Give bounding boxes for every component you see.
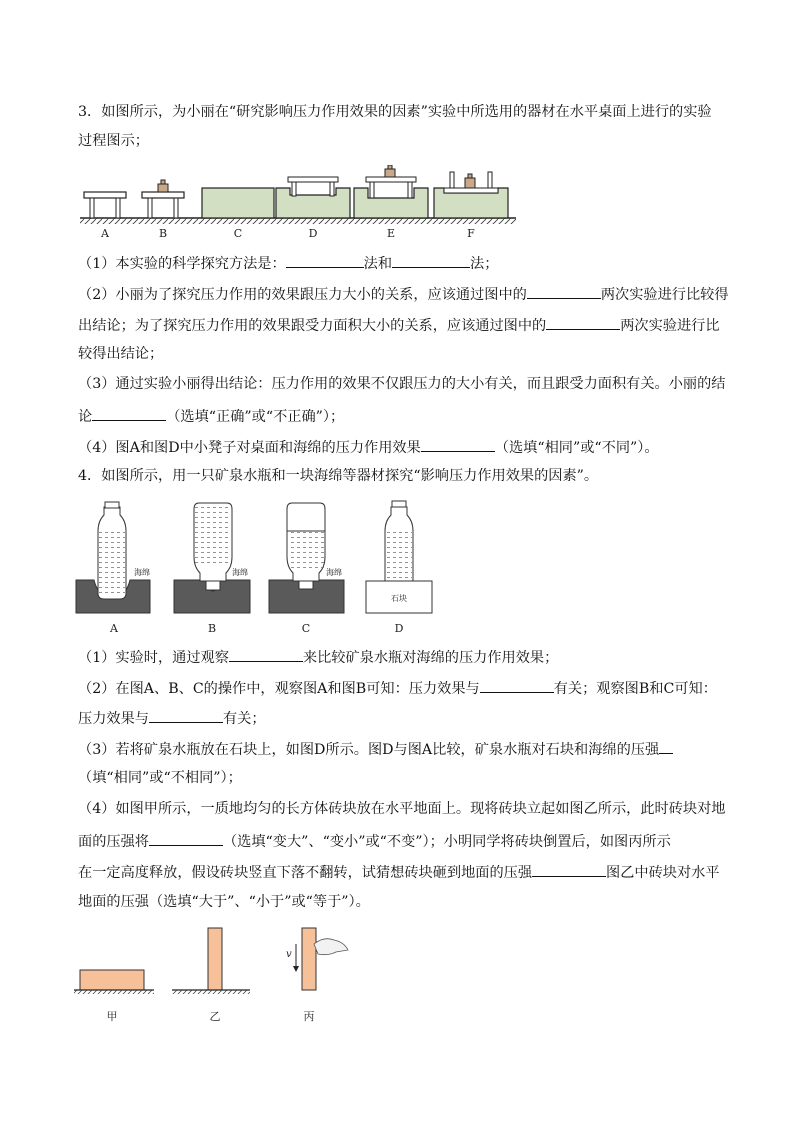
fig3-label-f: F — [467, 227, 475, 240]
q3-part3-line1: （3）通过实验小丽得出结论：压力作用的效果不仅跟压力的大小有关，而且跟受力面积有关。小丽的结 — [78, 376, 726, 392]
stone-label: 石块 — [391, 594, 407, 603]
q4-part2-line1 — [78, 677, 717, 699]
arrow-down-icon — [293, 966, 299, 972]
answer-blank[interactable] — [480, 677, 554, 693]
brick-label-bing: 丙 — [303, 1010, 315, 1023]
q3-intro-line2: 过程图示； — [78, 133, 149, 149]
brick-label-yi: 乙 — [209, 1010, 221, 1023]
q4-part3-line1 — [78, 738, 673, 760]
fig3-label-a: A — [101, 227, 109, 240]
answer-blank[interactable] — [149, 830, 223, 846]
answer-blank[interactable] — [392, 252, 470, 268]
brick-label-jia: 甲 — [106, 1010, 118, 1023]
q3-part1-text-a: （1）本实验的科学探究方法是： — [78, 256, 286, 272]
q3-part2-text-d: 两次实验进行比 — [620, 318, 720, 334]
q4-part2-text-c: 压力效果与 — [78, 711, 149, 727]
fig3-label-e: E — [386, 227, 396, 240]
q3-part2-text-c: 出结论；为了探究压力作用的效果跟受力面积大小的关系，应该通过图中的 — [78, 318, 547, 334]
answer-blank[interactable] — [229, 646, 303, 662]
bottle-d-on-stone-icon — [366, 501, 432, 613]
fig4-label-d: D — [394, 622, 404, 635]
q4-part2-line2 — [78, 707, 266, 729]
q3-part4 — [78, 436, 659, 458]
answer-blank[interactable] — [532, 861, 606, 877]
q3-part4-text-a: （4）图A和图D中小凳子对桌面和海绵的压力作用效果 — [78, 440, 421, 456]
bottle-a-on-sponge-icon — [76, 502, 150, 613]
q3-part1 — [78, 252, 498, 274]
sponge-b-label: 海绵 — [232, 568, 248, 577]
answer-blank[interactable] — [92, 405, 166, 421]
answer-blank[interactable] — [421, 436, 495, 452]
q4-intro: 4．如图所示，用一只矿泉水瓶和一块海绵等器材探究“影响压力作用效果的因素”。 — [78, 468, 599, 484]
sponge-c-icon — [202, 188, 274, 218]
q4-part4-line3 — [78, 861, 720, 883]
sponge-c-label: 海绵 — [326, 568, 342, 577]
sponge-d-icon — [276, 177, 350, 218]
fig4-label-b: B — [207, 622, 217, 635]
fig3-label-d: D — [308, 227, 318, 240]
hand-icon — [314, 939, 348, 955]
stool-b-with-weight-icon — [142, 180, 184, 218]
q4-part1-text-b: 来比较矿泉水瓶对海绵的压力作用效果； — [302, 650, 559, 666]
q3-part1-text-b: 法和 — [363, 256, 393, 272]
stool-a-icon — [84, 192, 126, 218]
q3-part2-line1 — [78, 283, 729, 305]
q3-part2-text-a: （2）小丽为了探究压力作用的效果跟压力大小的关系，应该通过图中的 — [78, 287, 527, 303]
q3-part3-text-a: 论 — [78, 409, 93, 425]
q4-part2-text-b: 有关；观察图B和C可知： — [553, 681, 717, 697]
answer-blank[interactable] — [286, 252, 364, 268]
q4-part3-text-a: （3）若将矿泉水瓶放在石块上，如图D所示。图D与图A比较，矿泉水瓶对石块和海绵的压强 — [78, 742, 660, 758]
q4-part4-line1: （4）如图甲所示，一质地均匀的长方体砖块放在水平地面上。现将砖块立起如图乙所示，此时砖块对地 — [78, 801, 726, 817]
answer-blank[interactable] — [659, 738, 673, 754]
q4-part4-text-a: 面的压强将 — [78, 834, 149, 850]
bottle-b-inverted-icon — [174, 503, 250, 613]
q4-part2-text-a: （2）在图A、B、C的操作中，观察图A和图B可知：压力效果与 — [78, 681, 480, 697]
sponge-e-icon — [354, 165, 428, 218]
bottle-c-half-full-icon — [269, 503, 344, 613]
q3-part2-line2 — [78, 314, 720, 336]
q4-part2-text-d: 有关； — [222, 711, 266, 727]
q3-intro-line1: 3．如图所示，为小丽在“研究影响压力作用效果的因素”实验中所选用的器材在水平桌面上进行的实验 — [78, 104, 712, 120]
brick-figure — [72, 920, 372, 1030]
brick-flat-icon — [74, 970, 154, 994]
q3-part3-text-b: （选填“正确”或“不正确”）； — [166, 409, 345, 425]
answer-blank[interactable] — [527, 283, 601, 299]
brick-falling-icon — [286, 928, 348, 990]
sponge-a-label: 海绵 — [134, 568, 150, 577]
answer-blank[interactable] — [546, 314, 620, 330]
q4-part4-line2 — [78, 830, 671, 852]
q4-part3-line2: （填“相同”或“不相同”）； — [78, 770, 242, 786]
q4-part4-text-b: （选填“变大”、“变小”或“不变”）；小明同学将砖块倒置后，如图丙所示 — [222, 834, 671, 850]
q3-part2-line3: 较得出结论； — [78, 346, 164, 362]
sponge-f-icon — [434, 172, 508, 218]
fig4-label-a: A — [110, 622, 118, 635]
fig4-label-c: C — [301, 622, 311, 635]
q4-part1-text-a: （1）实验时，通过观察 — [78, 650, 229, 666]
fig3-label-c: C — [233, 227, 243, 240]
q4-part4-text-c: 在一定高度释放，假设砖块竖直下落不翻转，试猜想砖块砸到地面的压强 — [78, 865, 533, 881]
brick-upright-icon — [172, 928, 250, 994]
q4-part1 — [78, 646, 558, 668]
q3-part2-text-b: 两次实验进行比较得 — [600, 287, 729, 303]
answer-blank[interactable] — [149, 707, 223, 723]
q3-part1-text-c: 法； — [470, 256, 499, 272]
fig3-label-b: B — [158, 227, 168, 240]
q4-part4-text-d: 图乙中砖块对水平 — [606, 865, 720, 881]
q4-bottle-figure — [74, 495, 444, 635]
q3-figure — [78, 165, 518, 245]
q3-part3-line2 — [78, 405, 344, 427]
q3-part4-text-b: （选填“相同”或“不同”）。 — [494, 440, 659, 456]
q4-part4-line4: 地面的压强（选填“大于”、“小于”或“等于”）。 — [78, 894, 370, 910]
velocity-label: v — [286, 949, 292, 960]
